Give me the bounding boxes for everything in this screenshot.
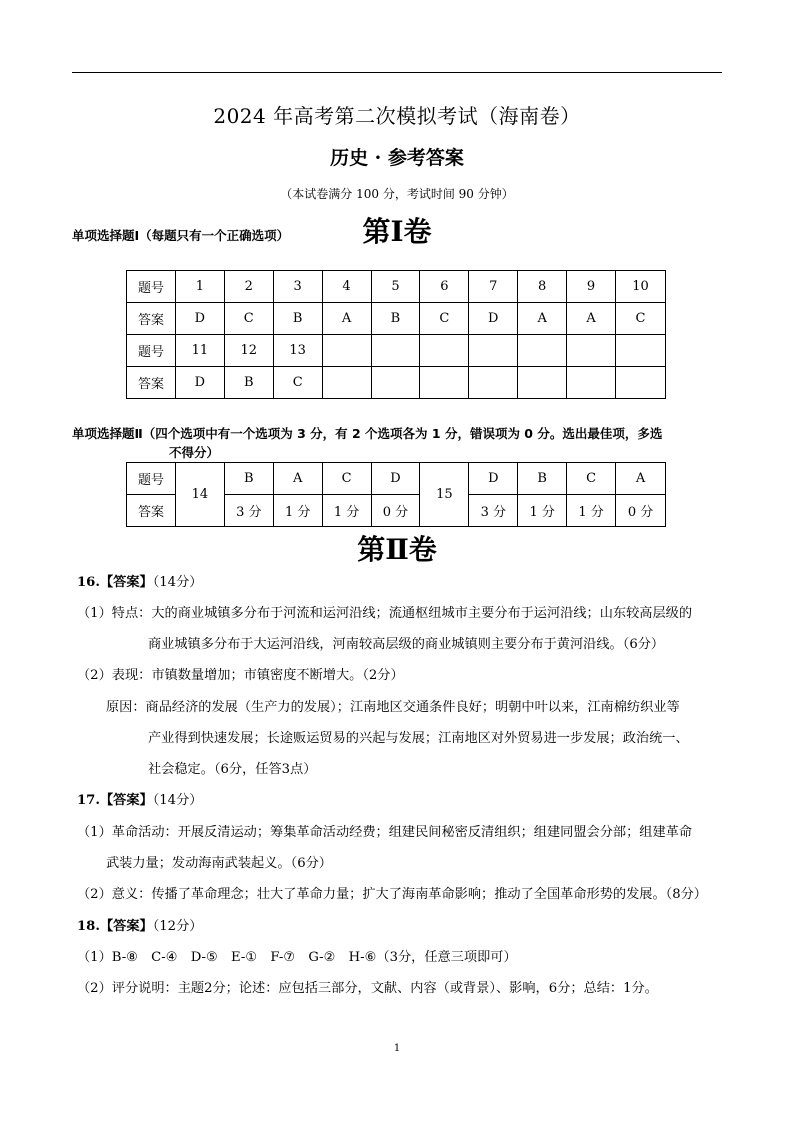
section-2-label-line2: 不得分） [169,445,220,460]
score-cell: 1 分 [322,495,371,527]
table-row [127,463,666,495]
q16-head: 16.【答案】 [77,575,153,590]
option-cell: D [469,463,518,495]
q17-part1-line2: 武装力量；发动海南武装起义。（6分） [106,856,332,871]
top-rule [72,72,722,73]
answer-cell: A [322,303,371,335]
answer-cell: C [273,367,322,399]
answer-cell: C [420,303,469,335]
empty-cell [469,335,518,367]
score-cell: 3 分 [469,495,518,527]
table-row [127,303,666,335]
q16-part2-line3: 产业得到快速发展；长途贩运贸易的兴起与发展；江南地区对外贸易进一步发展；政治统一、 [148,731,689,746]
q18-part1-line1: （1）B-⑧ C-④ D-⑤ E-① F-⑦ G-② H-⑥（3分，任意三项即可） [77,950,517,965]
question-number: 9 [567,271,616,303]
question-number: 8 [518,271,567,303]
question-number: 12 [224,335,273,367]
option-cell: C [322,463,371,495]
question-number: 1 [175,271,224,303]
page-number: 1 [393,1043,401,1054]
q16-part1-line1: （1）特点：大的商业城镇多分布于河流和运河沿线；流通枢纽城市主要分布于运河沿线；山东较高层级的 [77,606,693,621]
answer-cell: B [273,303,322,335]
empty-cell [322,335,371,367]
row-header: 题号 [127,271,176,303]
option-cell: B [518,463,567,495]
exam-title: 2024 年高考第二次模拟考试（海南卷） [213,104,581,128]
section-1-label: 单项选择题Ⅰ（每题只有一个正确选项） [72,228,290,243]
empty-cell [518,335,567,367]
answer-cell: A [567,303,616,335]
q17-score: （14分） [152,793,203,808]
score-cell: 1 分 [518,495,567,527]
empty-cell [615,335,665,367]
question-number: 10 [615,271,665,303]
table-row [127,367,666,399]
question-number: 3 [273,271,322,303]
answer-cell: D [175,367,224,399]
q16-part2-line1: （2）表现：市镇数量增加；市镇密度不断增大。（2分） [77,668,404,683]
q16-heading [77,574,202,592]
empty-cell [420,335,469,367]
exam-note: （本试卷满分 100 分，考试时间 90 分钟） [280,187,514,201]
q18-part2-line1: （2）评分说明：主题2分；论述：应包括三部分，文献、内容（或背景）、影响，6分；总结：1分。 [77,981,658,996]
table-row [127,271,666,303]
question-number: 15 [420,463,469,527]
q16-part2-line4: 社会稳定。（6分，任答3点） [148,762,317,777]
empty-cell [371,367,420,399]
row-header: 答案 [127,495,176,527]
score-cell: 0 分 [371,495,420,527]
empty-cell [420,367,469,399]
option-cell: D [371,463,420,495]
answer-cell: C [615,303,665,335]
q17-head: 17.【答案】 [77,793,153,808]
empty-cell [371,335,420,367]
answer-cell: A [518,303,567,335]
answer-cell: C [224,303,273,335]
row-header: 题号 [127,463,176,495]
option-cell: A [616,463,666,495]
empty-cell [615,367,665,399]
question-number: 4 [322,271,371,303]
q18-head: 18.【答案】 [77,919,153,934]
q18-heading [77,918,202,936]
section-2-answer-table [126,462,666,527]
volume-2-heading: 第Ⅱ卷 [357,533,437,566]
volume-1-heading: 第Ⅰ卷 [362,215,432,248]
empty-cell [518,367,567,399]
q17-part2-line1: （2）意义：传播了革命理念；壮大了革命力量；扩大了海南革命影响；推动了全国革命形势的发展。（8分） [77,887,707,902]
score-cell: 1 分 [567,495,616,527]
q16-part2-line2: 原因：商品经济的发展（生产力的发展）；江南地区交通条件良好；明朝中叶以来，江南棉纺织业等 [106,700,680,715]
option-cell: B [224,463,273,495]
question-number: 2 [224,271,273,303]
option-cell: C [567,463,616,495]
score-cell: 0 分 [616,495,666,527]
question-number: 5 [371,271,420,303]
q18-score: （12分） [152,919,203,934]
row-header: 答案 [127,303,176,335]
table-row [127,335,666,367]
question-number: 7 [469,271,518,303]
empty-cell [567,335,616,367]
score-cell: 1 分 [273,495,322,527]
score-cell: 3 分 [224,495,273,527]
question-number: 6 [420,271,469,303]
answer-cell: D [469,303,518,335]
q16-score: （14分） [152,575,203,590]
row-header: 答案 [127,367,176,399]
section-2-label-line1: 单项选择题Ⅱ（四个选项中有一个选项为 3 分，有 2 个选项各为 1 分，错误项为 0 分。选出最佳项，多选 [72,426,663,441]
question-number: 13 [273,335,322,367]
answer-cell: D [175,303,224,335]
q16-part1-line2: 商业城镇多分布于大运河沿线，河南较高层级的商业城镇则主要分布于黄河沿线。（6分） [148,637,665,652]
answer-cell: B [371,303,420,335]
q17-part1-line1: （1）革命活动：开展反清运动；筹集革命活动经费；组建民间秘密反清组织；组建同盟会分部；组建革命 [77,825,693,840]
section-1-answer-table [126,270,666,399]
empty-cell [322,367,371,399]
q17-heading [77,792,202,810]
empty-cell [567,367,616,399]
option-cell: A [273,463,322,495]
empty-cell [469,367,518,399]
row-header: 题号 [127,335,176,367]
question-number: 11 [175,335,224,367]
subject-title: 历史 · 参考答案 [330,147,464,169]
question-number: 14 [175,463,224,527]
answer-cell: B [224,367,273,399]
